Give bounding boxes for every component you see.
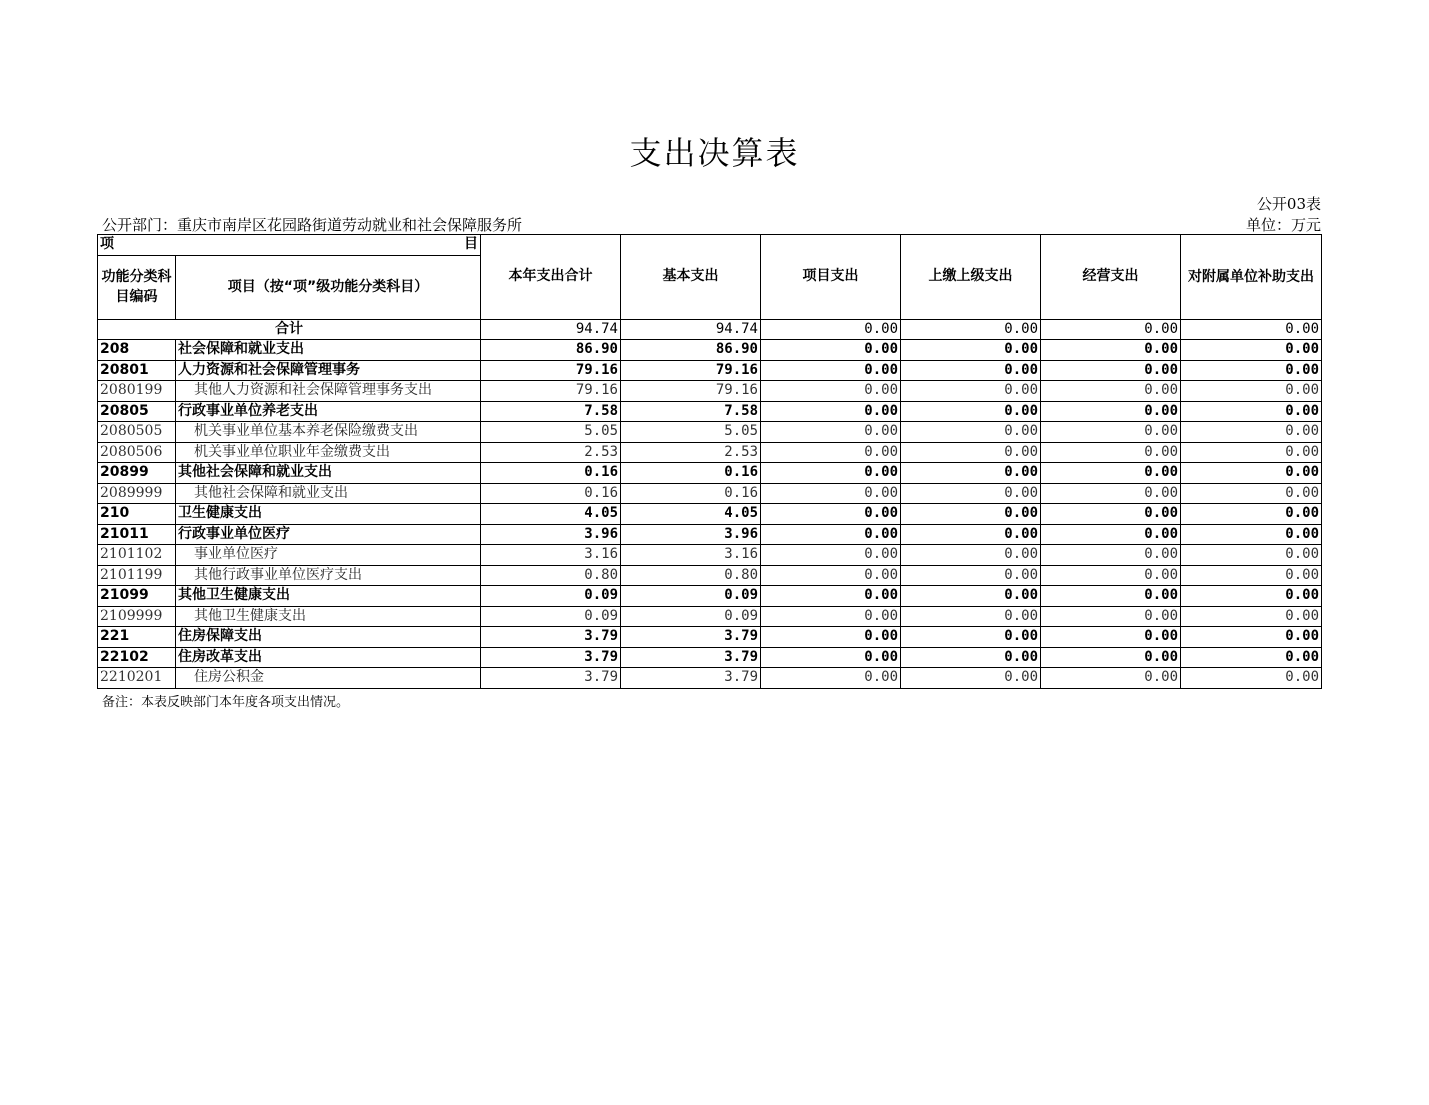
row-value: 0.00 [1041, 586, 1181, 607]
row-value: 0.00 [1041, 627, 1181, 648]
row-value: 0.00 [1181, 565, 1322, 586]
row-code: 2109999 [98, 606, 176, 627]
row-value: 0.00 [761, 360, 901, 381]
row-value: 3.16 [621, 545, 761, 566]
row-name: 社会保障和就业支出 [176, 340, 481, 361]
row-code: 208 [98, 340, 176, 361]
row-code: 22102 [98, 647, 176, 668]
header-name: 项目（按“项”级功能分类科目） [176, 255, 481, 319]
row-value: 0.00 [901, 586, 1041, 607]
row-code: 20805 [98, 401, 176, 422]
row-value: 0.00 [901, 401, 1041, 422]
row-value: 0.00 [1181, 340, 1322, 361]
row-value: 0.00 [901, 627, 1041, 648]
table-row [98, 545, 1322, 566]
row-value: 0.00 [1041, 545, 1181, 566]
department-label: 公开部门：重庆市南岸区花园路街道劳动就业和社会保障服务所 [102, 216, 523, 234]
row-value: 0.00 [901, 565, 1041, 586]
row-name: 行政事业单位医疗 [176, 524, 481, 545]
table-body [98, 235, 1322, 689]
total-label: 合计 [98, 319, 481, 340]
row-value: 0.00 [761, 340, 901, 361]
expenditure-table [97, 234, 1322, 689]
row-value: 0.00 [761, 586, 901, 607]
row-value: 0.80 [621, 565, 761, 586]
row-value: 3.96 [621, 524, 761, 545]
row-value: 0.16 [481, 463, 621, 484]
row-value: 0.00 [1181, 483, 1322, 504]
row-value: 0.00 [761, 524, 901, 545]
row-value: 0.00 [1041, 606, 1181, 627]
row-value: 79.16 [481, 360, 621, 381]
row-value: 0.09 [481, 586, 621, 607]
row-value: 0.00 [1181, 524, 1322, 545]
total-value: 0.00 [761, 319, 901, 340]
row-code: 2210201 [98, 668, 176, 689]
total-row [98, 319, 1322, 340]
row-value: 0.00 [761, 442, 901, 463]
header-xiang-mu [98, 235, 481, 256]
row-name: 事业单位医疗 [176, 545, 481, 566]
row-value: 0.00 [901, 442, 1041, 463]
table-row [98, 504, 1322, 525]
row-value: 0.00 [901, 545, 1041, 566]
row-code: 20899 [98, 463, 176, 484]
row-value: 0.00 [901, 483, 1041, 504]
row-value: 0.00 [1041, 483, 1181, 504]
row-value: 5.05 [621, 422, 761, 443]
row-name: 其他社会保障和就业支出 [176, 483, 481, 504]
total-value: 0.00 [1181, 319, 1322, 340]
row-value: 0.00 [901, 422, 1041, 443]
row-value: 0.00 [761, 422, 901, 443]
row-value: 0.00 [1181, 606, 1322, 627]
footnote: 备注：本表反映部门本年度各项支出情况。 [102, 695, 350, 710]
row-value: 0.00 [1181, 647, 1322, 668]
table-row [98, 340, 1322, 361]
row-value: 0.00 [1181, 586, 1322, 607]
header-row-top [98, 235, 1322, 256]
row-name: 住房公积金 [176, 668, 481, 689]
row-value: 0.00 [1181, 360, 1322, 381]
row-value: 3.79 [481, 627, 621, 648]
row-value: 3.16 [481, 545, 621, 566]
row-value: 79.16 [621, 381, 761, 402]
form-number: 公开03表 [1256, 195, 1321, 213]
table-row [98, 647, 1322, 668]
row-value: 0.00 [1181, 668, 1322, 689]
row-value: 0.00 [901, 463, 1041, 484]
unit-label: 单位：万元 [1245, 216, 1321, 234]
row-value: 0.00 [901, 381, 1041, 402]
row-code: 2101102 [98, 545, 176, 566]
row-name: 其他卫生健康支出 [176, 586, 481, 607]
row-value: 79.16 [481, 381, 621, 402]
row-value: 0.00 [901, 340, 1041, 361]
row-value: 0.80 [481, 565, 621, 586]
row-value: 0.00 [1041, 442, 1181, 463]
row-value: 0.00 [761, 606, 901, 627]
row-code: 221 [98, 627, 176, 648]
row-value: 0.00 [1041, 422, 1181, 443]
row-value: 0.00 [1181, 545, 1322, 566]
row-code: 2089999 [98, 483, 176, 504]
row-value: 3.79 [481, 647, 621, 668]
row-value: 0.00 [1041, 565, 1181, 586]
row-value: 2.53 [621, 442, 761, 463]
table-row [98, 442, 1322, 463]
row-value: 0.00 [901, 668, 1041, 689]
row-value: 0.00 [901, 606, 1041, 627]
header-basic: 基本支出 [621, 235, 761, 320]
table-row [98, 565, 1322, 586]
row-value: 0.00 [901, 504, 1041, 525]
row-code: 2080505 [98, 422, 176, 443]
row-name: 机关事业单位职业年金缴费支出 [176, 442, 481, 463]
row-value: 3.79 [621, 647, 761, 668]
row-code: 2080506 [98, 442, 176, 463]
row-value: 0.00 [1041, 401, 1181, 422]
row-value: 3.79 [481, 668, 621, 689]
row-value: 79.16 [621, 360, 761, 381]
row-value: 5.05 [481, 422, 621, 443]
row-value: 0.00 [761, 483, 901, 504]
row-name: 机关事业单位基本养老保险缴费支出 [176, 422, 481, 443]
row-value: 0.00 [761, 565, 901, 586]
table-row [98, 483, 1322, 504]
total-value: 94.74 [481, 319, 621, 340]
total-value: 94.74 [621, 319, 761, 340]
header-mu: 目 [464, 236, 478, 253]
row-value: 0.00 [1041, 340, 1181, 361]
table-row [98, 381, 1322, 402]
header-upper: 上缴上级支出 [901, 235, 1041, 320]
row-value: 0.00 [901, 524, 1041, 545]
row-code: 210 [98, 504, 176, 525]
row-value: 0.00 [1041, 381, 1181, 402]
row-value: 0.16 [621, 483, 761, 504]
row-value: 3.96 [481, 524, 621, 545]
row-name: 住房改革支出 [176, 647, 481, 668]
page-title: 支出决算表 [629, 134, 800, 172]
header-total: 本年支出合计 [481, 235, 621, 320]
row-name: 其他卫生健康支出 [176, 606, 481, 627]
table-row [98, 360, 1322, 381]
row-name: 行政事业单位养老支出 [176, 401, 481, 422]
total-value: 0.00 [1041, 319, 1181, 340]
row-value: 0.00 [1041, 668, 1181, 689]
row-name: 其他社会保障和就业支出 [176, 463, 481, 484]
row-value: 0.00 [761, 545, 901, 566]
row-value: 0.00 [1041, 504, 1181, 525]
table-row [98, 627, 1322, 648]
row-value: 0.00 [1181, 422, 1322, 443]
row-value: 3.79 [621, 627, 761, 648]
row-value: 0.00 [901, 360, 1041, 381]
total-value: 0.00 [901, 319, 1041, 340]
row-value: 0.09 [621, 586, 761, 607]
row-value: 0.00 [761, 668, 901, 689]
row-value: 7.58 [621, 401, 761, 422]
row-name: 其他人力资源和社会保障管理事务支出 [176, 381, 481, 402]
row-value: 0.00 [901, 647, 1041, 668]
row-name: 住房保障支出 [176, 627, 481, 648]
row-name: 其他行政事业单位医疗支出 [176, 565, 481, 586]
row-value: 7.58 [481, 401, 621, 422]
row-value: 0.09 [481, 606, 621, 627]
row-value: 0.00 [1181, 401, 1322, 422]
header-code: 功能分类科目编码 [98, 255, 176, 319]
row-value: 86.90 [621, 340, 761, 361]
row-value: 0.16 [621, 463, 761, 484]
row-value: 4.05 [621, 504, 761, 525]
row-value: 0.00 [1181, 627, 1322, 648]
row-value: 0.00 [1041, 360, 1181, 381]
row-name: 卫生健康支出 [176, 504, 481, 525]
row-value: 0.00 [1181, 442, 1322, 463]
row-value: 0.00 [1041, 524, 1181, 545]
table-row [98, 524, 1322, 545]
row-value: 0.00 [1181, 381, 1322, 402]
row-value: 0.16 [481, 483, 621, 504]
row-value: 0.00 [761, 463, 901, 484]
row-value: 0.00 [761, 504, 901, 525]
row-value: 0.00 [761, 381, 901, 402]
row-value: 4.05 [481, 504, 621, 525]
row-value: 0.00 [761, 401, 901, 422]
row-value: 0.00 [761, 647, 901, 668]
row-code: 21011 [98, 524, 176, 545]
row-code: 2080199 [98, 381, 176, 402]
row-code: 2101199 [98, 565, 176, 586]
row-code: 21099 [98, 586, 176, 607]
row-value: 86.90 [481, 340, 621, 361]
row-value: 3.79 [621, 668, 761, 689]
header-project: 项目支出 [761, 235, 901, 320]
row-value: 0.09 [621, 606, 761, 627]
row-value: 0.00 [1181, 463, 1322, 484]
header-business: 经营支出 [1041, 235, 1181, 320]
table-row [98, 422, 1322, 443]
row-code: 20801 [98, 360, 176, 381]
table-row [98, 668, 1322, 689]
row-value: 0.00 [1181, 504, 1322, 525]
row-value: 0.00 [1041, 463, 1181, 484]
row-name: 人力资源和社会保障管理事务 [176, 360, 481, 381]
row-value: 0.00 [1041, 647, 1181, 668]
header-xiang: 项 [100, 236, 114, 253]
row-value: 0.00 [761, 627, 901, 648]
table-row [98, 586, 1322, 607]
header-subsidiary: 对附属单位补助支出 [1181, 235, 1322, 320]
table-row [98, 606, 1322, 627]
table-row [98, 463, 1322, 484]
row-value: 2.53 [481, 442, 621, 463]
table-row [98, 401, 1322, 422]
